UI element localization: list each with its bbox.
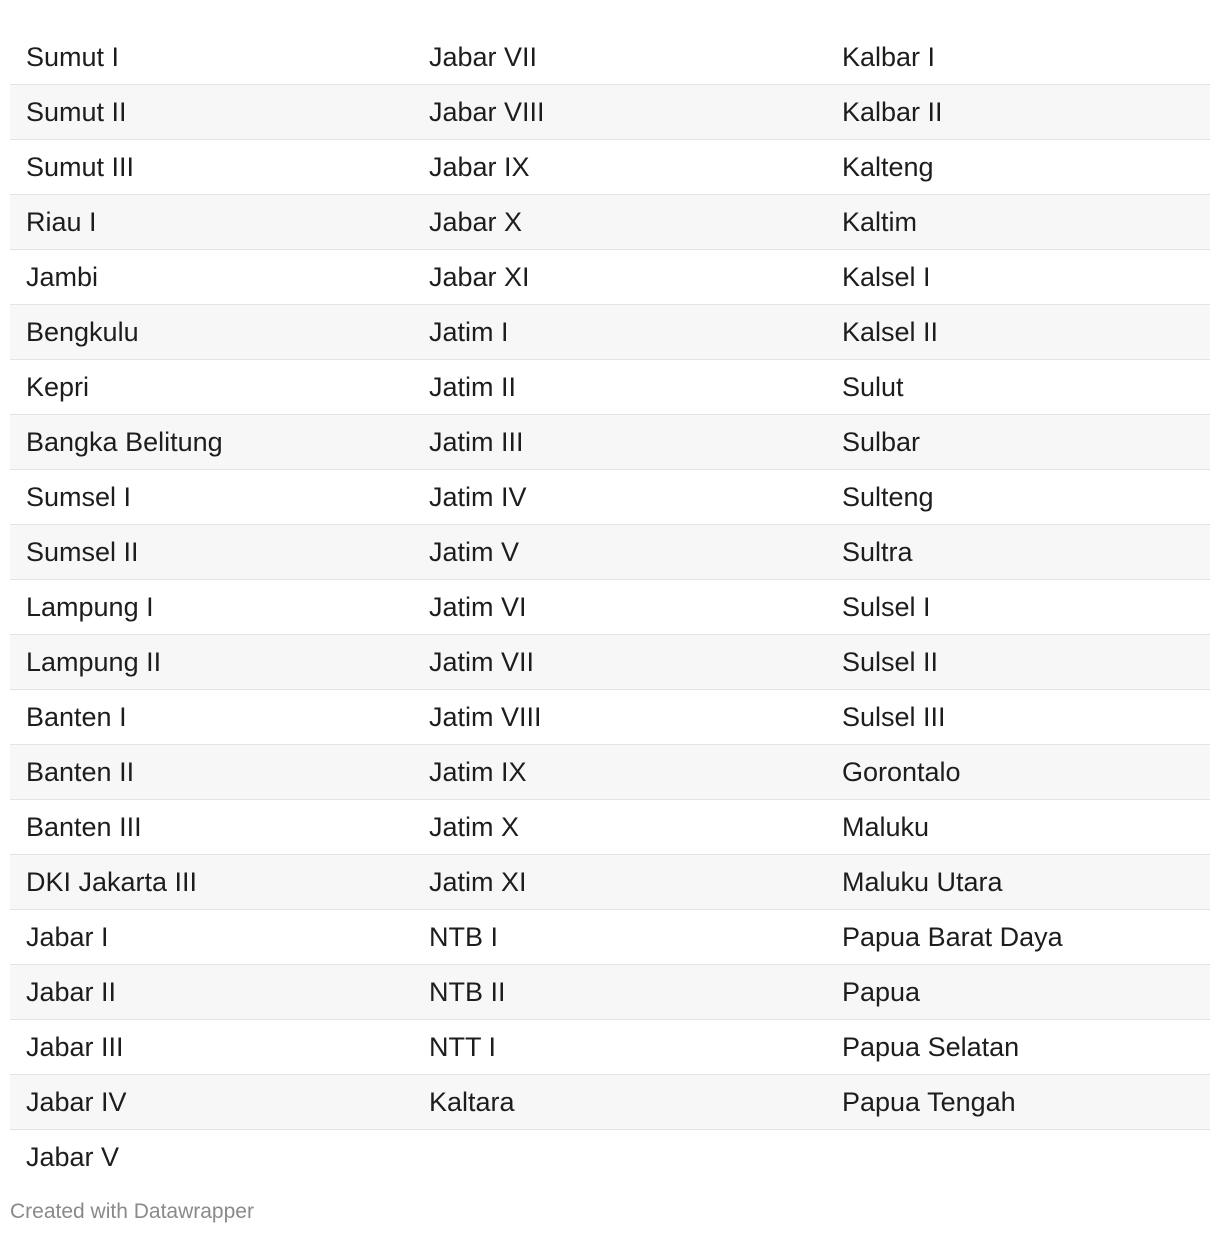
table-row — [10, 250, 1210, 305]
table-cell: Banten II — [10, 745, 413, 800]
table-cell: Banten III — [10, 800, 413, 855]
table-cell: Jabar X — [413, 195, 826, 250]
table-row — [10, 85, 1210, 140]
table-cell: NTB I — [413, 910, 826, 965]
table-cell: Sulbar — [826, 415, 1210, 470]
table-cell: Papua Tengah — [826, 1075, 1210, 1130]
table-row — [10, 1020, 1210, 1075]
table-row — [10, 1130, 1210, 1185]
table-row — [10, 195, 1210, 250]
table-cell: Papua Barat Daya — [826, 910, 1210, 965]
table-cell: Jatim IX — [413, 745, 826, 800]
table-cell: Sumsel II — [10, 525, 413, 580]
table-cell: Jabar V — [26, 1142, 120, 1172]
table-row — [10, 690, 1210, 745]
table-cell: Gorontalo — [826, 745, 1210, 800]
table-cell: Jabar VIII — [413, 85, 826, 140]
table-cell: Jabar IX — [413, 140, 826, 195]
table-cell: Kalsel I — [826, 250, 1210, 305]
table-row — [10, 470, 1210, 525]
table-row — [10, 305, 1210, 360]
table-cell: Sumsel I — [10, 470, 413, 525]
table-row — [10, 800, 1210, 855]
table-cell: Sulsel III — [826, 690, 1210, 745]
table-cell: Jabar XI — [413, 250, 826, 305]
table-cell: Kepri — [10, 360, 413, 415]
table-row — [10, 910, 1210, 965]
table-cell: Kalbar II — [826, 85, 1210, 140]
table-cell — [413, 1130, 826, 1185]
table-cell: Bengkulu — [10, 305, 413, 360]
table-cell: Sumut III — [10, 140, 413, 195]
table-cell: Kalsel II — [826, 305, 1210, 360]
table-cell: Sulteng — [826, 470, 1210, 525]
table-cell: Jabar II — [10, 965, 413, 1020]
table-cell: Jabar IV — [10, 1075, 413, 1130]
table-cell: Sultra — [826, 525, 1210, 580]
table-cell: Jambi — [10, 250, 413, 305]
table-cell: Jatim III — [413, 415, 826, 470]
table-cell: Kaltara — [413, 1075, 826, 1130]
table-cell: Jatim X — [413, 800, 826, 855]
table-row — [10, 635, 1210, 690]
table-cell: Jatim II — [413, 360, 826, 415]
table-cell: Jatim VI — [413, 580, 826, 635]
table-cell: Riau I — [10, 195, 413, 250]
table-row — [10, 415, 1210, 470]
data-table-container — [10, 30, 1210, 1184]
table-row — [10, 360, 1210, 415]
table-cell: Sulsel I — [826, 580, 1210, 635]
datawrapper-credit[interactable]: Created with Datawrapper — [10, 1200, 254, 1223]
table-cell: Jatim VII — [413, 635, 826, 690]
table-row — [10, 1075, 1210, 1130]
table-cell: Jatim IV — [413, 470, 826, 525]
table-cell: Jabar VII — [413, 30, 826, 85]
table-cell: Lampung II — [10, 635, 413, 690]
table-cell: Kaltim — [826, 195, 1210, 250]
table-cell: Banten I — [10, 690, 413, 745]
data-table — [10, 30, 1210, 1184]
table-cell: Kalteng — [826, 140, 1210, 195]
table-cell: Jabar I — [10, 910, 413, 965]
table-cell — [826, 1130, 1210, 1185]
table-cell: Jatim VIII — [413, 690, 826, 745]
table-row — [10, 140, 1210, 195]
table-cell: Sulut — [826, 360, 1210, 415]
table-row — [10, 965, 1210, 1020]
table-cell: Lampung I — [10, 580, 413, 635]
table-cell: Maluku Utara — [826, 855, 1210, 910]
table-cell: Jatim V — [413, 525, 826, 580]
table-cell: NTB II — [413, 965, 826, 1020]
table-cell: Papua — [826, 965, 1210, 1020]
table-cell: NTT I — [413, 1020, 826, 1075]
table-row — [10, 855, 1210, 910]
table-row — [10, 745, 1210, 800]
table-cell: Sulsel II — [826, 635, 1210, 690]
table-body — [10, 30, 1210, 1184]
table-cell: Maluku — [826, 800, 1210, 855]
table-cell: Jatim I — [413, 305, 826, 360]
table-row — [10, 30, 1210, 85]
table-cell: DKI Jakarta III — [10, 855, 413, 910]
table-row — [10, 525, 1210, 580]
table-cell: Kalbar I — [826, 30, 1210, 85]
table-row — [10, 580, 1210, 635]
table-cell: Papua Selatan — [826, 1020, 1210, 1075]
table-cell: Jabar III — [10, 1020, 413, 1075]
table-cell: Jatim XI — [413, 855, 826, 910]
table-cell: Sumut I — [10, 30, 413, 85]
table-cell: Sumut II — [10, 85, 413, 140]
table-cell: Bangka Belitung — [10, 415, 413, 470]
